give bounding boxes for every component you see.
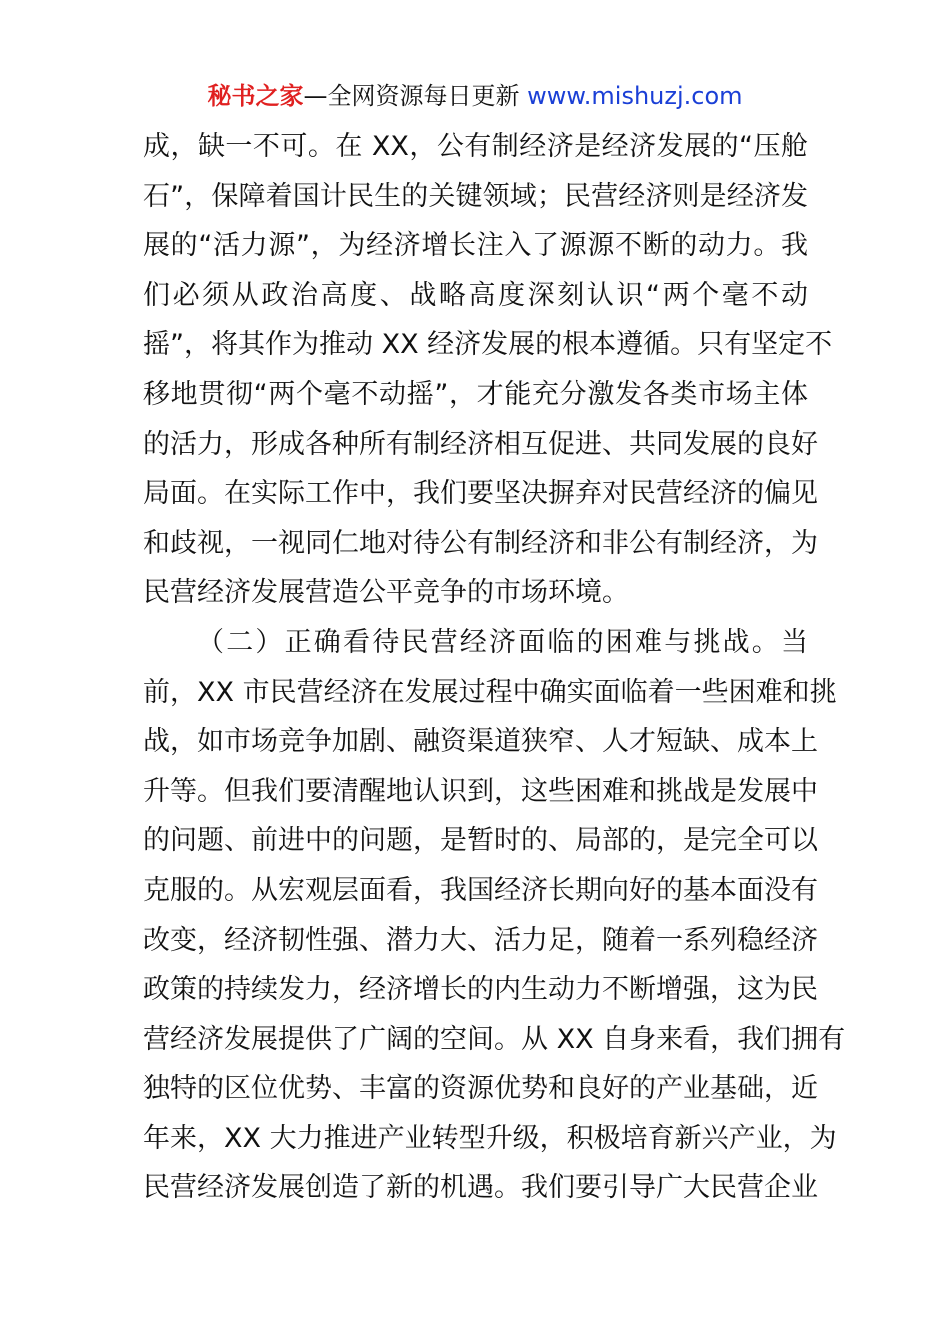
- text-line: 克服的。从宏观层面看，我国经济长期向好的基本面没有: [143, 874, 818, 906]
- text-line: 民营经济发展创造了新的机遇。我们要引导广大民营企业: [143, 1172, 818, 1204]
- text-line: 成，缺一不可。在 XX，公有制经济是经济发展的“压舱: [143, 131, 808, 162]
- text-line: 移地贯彻“两个毫不动摇”，才能充分激发各类市场主体: [143, 378, 808, 410]
- document-body: [143, 122, 846, 1213]
- text-line: 们必须从政治高度、战略高度深刻认识“两个毫不动: [143, 279, 808, 311]
- text-line: 战，如市场竞争加剧、融资渠道狭窄、人才短缺、成本上: [143, 726, 818, 758]
- text-line: 改变，经济韧性强、潜力大、活力足，随着一系列稳经济: [143, 924, 818, 956]
- text-line: 展的“活力源”，为经济增长注入了源源不断的动力。我: [143, 230, 808, 262]
- text-line: 营经济发展提供了广阔的空间。从 XX 自身来看，我们拥有: [143, 1023, 846, 1055]
- text-line: 政策的持续发力，经济增长的内生动力不断增强，这为民: [143, 974, 818, 1006]
- text-line: 石”，保障着国计民生的关键领域；民营经济则是经济发: [143, 180, 808, 212]
- text-line: 前，XX 市民营经济在发展过程中确实面临着一些困难和挑: [143, 676, 837, 708]
- text-line: 升等。但我们要清醒地认识到，这些困难和挑战是发展中: [143, 775, 818, 807]
- section-heading-line: （二）正确看待民营经济面临的困难与挑战。当: [197, 626, 808, 658]
- text-line-paragraph-end: 民营经济发展营造公平竞争的市场环境。: [143, 577, 629, 609]
- text-line: 的活力，形成各种所有制经济相互促进、共同发展的良好: [143, 428, 818, 460]
- site-url[interactable]: www.mishuzj.com: [527, 82, 743, 110]
- site-header: [0, 78, 950, 114]
- text-line: 摇”，将其作为推动 XX 经济发展的根本遵循。只有坚定不: [143, 329, 833, 361]
- header-tagline: —全网资源每日更新: [303, 82, 528, 110]
- text-line: 和歧视，一视同仁地对待公有制经济和非公有制经济，为: [143, 527, 818, 559]
- text-line: 独特的区位优势、丰富的资源优势和良好的产业基础，近: [143, 1073, 818, 1105]
- text-line: 局面。在实际工作中，我们要坚决摒弃对民营经济的偏见: [143, 478, 818, 510]
- text-line: 的问题、前进中的问题，是暂时的、局部的，是完全可以: [143, 825, 818, 857]
- text-line: 年来，XX 大力推进产业转型升级，积极培育新兴产业，为: [143, 1122, 837, 1154]
- brand-name: 秘书之家: [207, 82, 304, 110]
